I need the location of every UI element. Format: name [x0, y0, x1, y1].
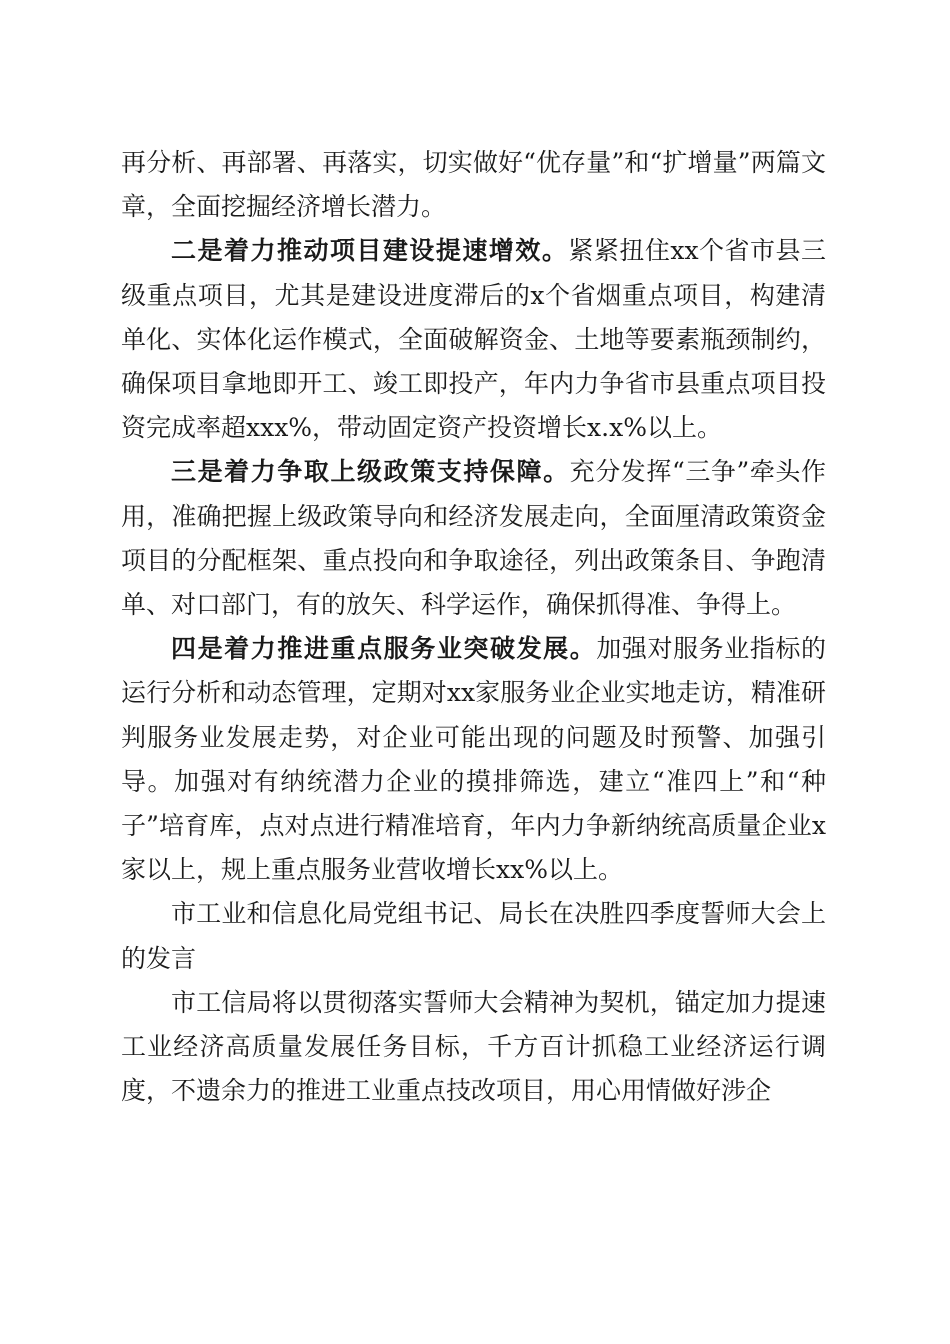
paragraph-continuation	[121, 141, 826, 229]
paragraph-lead-heading: 四是着力推进重点服务业突破发展。	[171, 634, 597, 664]
paragraph-text: 紧紧扭住xx个省市县三级重点项目，尤其是建设进度滞后的x个省烟重点项目，构建清单化、实体化运作模式，全面破解资金、土地等要素瓶颈制约，确保项目拿地即开工、竣工即投产，年内力争省市县重点项目投资完成率超xxx%，带动固定资产投资增长x.x%以上。	[121, 236, 826, 443]
paragraph-service-industry	[121, 627, 826, 892]
paragraph-lead-heading: 三是着力争取上级政策支持保障。	[171, 457, 570, 487]
paragraph-text: 市工信局将以贯彻落实誓师大会精神为契机，锚定加力提速工业经济高质量发展任务目标，千方百计抓稳工业经济运行调度，不遗余力的推进工业重点技改项目，用心用情做好涉企	[121, 987, 826, 1106]
paragraph-policy-support	[121, 450, 826, 627]
paragraph-project-construction	[121, 229, 826, 450]
section-title-text: 市工业和信息化局党组书记、局长在决胜四季度誓师大会上的发言	[121, 899, 826, 973]
paragraph-lead-heading: 二是着力推动项目建设提速增效。	[171, 236, 569, 266]
document-body	[121, 141, 826, 1113]
paragraph-text: 再分析、再部署、再落实，切实做好“优存量”和“扩增量”两篇文章，全面挖掘经济增长潜力。	[121, 148, 826, 222]
paragraph-bureau-speech	[121, 981, 826, 1114]
paragraph-text: 充分发挥“三争”牵头作用，准确把握上级政策导向和经济发展走向，全面厘清政策资金项目的分配框架、重点投向和争取途径，列出政策条目、争跑清单、对口部门，有的放矢、科学运作，确保抓得准、争得上。	[121, 457, 826, 620]
section-title	[121, 892, 826, 980]
paragraph-text: 加强对服务业指标的运行分析和动态管理，定期对xx家服务业企业实地走访，精准研判服务业发展走势，对企业可能出现的问题及时预警、加强引导。加强对有纳统潜力企业的摸排筛选，建立“准四上”和“种子”培育库，点对点进行精准培育，年内力争新纳统高质量企业x家以上，规上重点服务业营收增长xx%以上。	[121, 634, 826, 885]
